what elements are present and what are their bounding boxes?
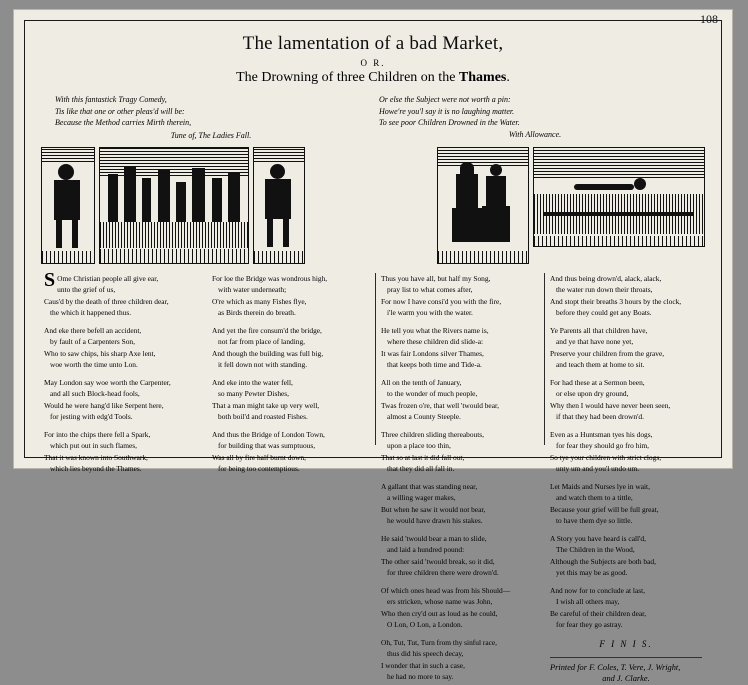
broadside-sheet	[14, 10, 732, 684]
verse-line: Thus you have all, but half my Song,	[381, 274, 491, 283]
verse-line: the which it happened thus.	[50, 307, 132, 317]
verse-line: Be careful of their children dear,	[550, 608, 647, 618]
verse-line: That so at last it did fall out,	[381, 452, 465, 462]
verse-line: woe worth the time unto Lon.	[50, 359, 138, 369]
burden-left-line: With this fantastick Tragy Comedy,	[55, 95, 167, 104]
verse-line: For now I have consi'd you with the fire,	[381, 296, 502, 306]
verse-line: for fear they should go fro him,	[556, 441, 649, 451]
verse-line: Oh, Tut, Tut, Turn from thy sinful race,	[381, 638, 498, 647]
verse-line: But when he saw it would not bear,	[381, 504, 486, 514]
woodcut-gentleman-right-icon	[253, 147, 305, 264]
verse-line: yet this may be as good.	[556, 567, 628, 577]
verse-line: Caus'd by the death of three children dear,	[44, 296, 169, 306]
verse-line: unty um and you'l undo um.	[556, 463, 640, 473]
finis-mark: F I N I S.	[599, 639, 653, 649]
verse-line: He tell you what the Rivers name is,	[381, 326, 489, 335]
verse-line: A gallant that was standing near,	[381, 482, 478, 491]
verse-line: A Story you have heard is call'd,	[550, 534, 646, 543]
verse-line: And eke into the water fell,	[212, 378, 293, 387]
verse-line: it fell down not with standing.	[218, 359, 308, 369]
verse-line: Three children sliding thereabouts,	[381, 430, 485, 439]
verse-line: both boil'd and roasted Fishes.	[218, 411, 308, 421]
head-burden	[49, 94, 697, 141]
stanza	[550, 533, 702, 578]
verse-line: ers stricken, whose name was John,	[387, 597, 493, 607]
verse-line: for three children there were drown'd.	[387, 567, 499, 577]
verse-column-4	[544, 273, 707, 684]
page-title: The lamentation of a bad Market,	[242, 33, 504, 54]
verse-line: that keeps both time and Tide-a.	[387, 359, 482, 369]
stanza	[212, 377, 364, 422]
stanza	[550, 325, 702, 370]
stanza	[381, 533, 533, 578]
verse-line: and laid a hundred pound:	[387, 545, 465, 555]
imprint-line: and J. Clarke.	[602, 674, 650, 684]
stanza	[44, 429, 196, 474]
woodcut-gentleman-left-icon	[41, 147, 95, 264]
verse-line: And eke there befell an accident,	[44, 326, 142, 335]
verse-line: And stopt their breaths 3 hours by the clock,	[550, 296, 682, 306]
woodcut-city-bridge-icon	[99, 147, 249, 264]
verse-line: All on the tenth of January,	[381, 378, 462, 387]
verse-line: to the wonder of much people,	[387, 389, 478, 399]
verse-line: that they did all fall in.	[387, 463, 455, 473]
verse-line: by fault of a Carpenters Son,	[50, 337, 135, 347]
tune-line: Tune of, The Ladies Fall.	[170, 130, 252, 140]
verse-line: May London say woe worth the Carpenter,	[44, 378, 171, 387]
stanza	[212, 325, 364, 370]
drop-capital: S	[44, 269, 56, 291]
verse-line: Although the Subjects are both bad,	[550, 556, 656, 566]
verse-line: and watch them to a tittle,	[556, 493, 633, 503]
imprint-rule	[550, 657, 702, 658]
verse-line: where these children did slide-a:	[387, 337, 484, 347]
burden-left-line: Tis like that one or other pleas'd will be:	[55, 106, 185, 116]
verse-line: Because your grief will be full great,	[550, 504, 659, 514]
subtitle-period: .	[506, 70, 510, 85]
verse-line: And yet the fire consum'd the bridge,	[212, 326, 322, 335]
woodcut-drowning-scene-icon	[533, 147, 705, 247]
verse-line: I wish all others may,	[556, 597, 620, 607]
verse-line: He said 'twould bear a man to slide,	[381, 534, 487, 543]
burden-left-line: Because the Method carries Mirth therein,	[55, 118, 192, 128]
verse-line: Ye Parents all that children have,	[550, 326, 648, 335]
verse-line: I wonder that in such a case,	[381, 660, 465, 670]
verse-line: Who to saw chips, his sharp Axe lent,	[44, 348, 156, 358]
verse-line: the water run down their throats,	[556, 285, 653, 295]
burden-left	[49, 94, 373, 141]
verse-line: And thus being drown'd, alack, alack,	[550, 274, 662, 283]
stanza	[550, 377, 702, 422]
stanza	[381, 585, 533, 630]
allowance-line: With Allowance.	[508, 129, 562, 139]
verse-line: For into the chips there fell a Spark,	[44, 430, 151, 439]
verse-line: and all such Block-head fools,	[50, 389, 140, 399]
stanza	[381, 429, 533, 474]
burden-right-line: Howe're you'l say it is no laughing matter.	[379, 106, 515, 116]
stanza	[550, 481, 702, 526]
verse-line: to have them dye so little.	[556, 515, 633, 525]
subtitle-emphasis: Thames	[458, 70, 507, 85]
verse-line: pray list to what comes after,	[387, 285, 473, 295]
page-content	[31, 27, 715, 684]
verse-line: he would have drawn his stakes.	[387, 515, 483, 525]
woodcut-couple-icon	[437, 147, 529, 264]
subtitle-text: The Drowning of three Children on the	[236, 70, 459, 85]
stanza	[381, 273, 533, 318]
verse-line: if that they had been drown'd.	[556, 411, 644, 421]
verse-line: Who then cry'd out as loud as he could,	[381, 608, 498, 618]
imprint	[550, 662, 702, 685]
stanza	[381, 377, 533, 422]
verse-line: For had these at a Sermon been,	[550, 378, 645, 387]
stanza	[44, 269, 196, 318]
verse-line: for building that was sumptuous,	[218, 441, 316, 451]
burden-right-line: Or else the Subject were not worth a pin:	[379, 95, 511, 104]
verse-line: a willing wager makes,	[387, 493, 456, 503]
verse-line: thus did his speech decay,	[387, 649, 464, 659]
verse-line: upon a place too thin,	[387, 441, 451, 451]
stanza	[212, 429, 364, 474]
verse-line: Was all by fire half burnt down,	[212, 452, 307, 462]
verse-line: So tye your children with strict clogs,	[550, 452, 662, 462]
verse-line: he had no more to say.	[387, 671, 454, 681]
verse-line: which put out in such flames,	[50, 441, 138, 451]
verse-line: Of which ones head was from his Should—	[381, 586, 511, 595]
verse-line: which lies beyond the Thames.	[50, 463, 142, 473]
verse-line: And thus the Bridge of London Town,	[212, 430, 325, 439]
verse-line: as Birds therein do breath.	[218, 307, 296, 317]
verse-line: for jesting with edg'd Tools.	[50, 411, 133, 421]
verse-line: for fear they go astray.	[556, 619, 623, 629]
stanza	[381, 637, 533, 682]
verse-line: Twas frozen o're, that well 'twould bear,	[381, 400, 500, 410]
verse-line: for being too contemptious.	[218, 463, 300, 473]
stanza	[381, 481, 533, 526]
verse-column-2	[207, 273, 369, 473]
verse-line: not far from place of landing,	[218, 337, 306, 347]
verse-line: It was fair Londons silver Thames,	[381, 348, 484, 358]
page-subtitle	[31, 70, 715, 86]
stanza	[550, 429, 702, 474]
stanza	[212, 273, 364, 318]
verse-line: That a man might take up very well,	[212, 400, 320, 410]
verse-line: and ye that have none yet,	[556, 337, 634, 347]
verse-line: with water underneath;	[218, 285, 287, 295]
verse-line: And though the building was full big,	[212, 348, 324, 358]
verse-line: or else upon dry ground,	[556, 389, 629, 399]
verse-line: almost a County Steeple.	[387, 411, 461, 421]
verse-line: The Children in the Wood,	[556, 545, 635, 555]
verse-line: For loe the Bridge was wondrous high,	[212, 274, 328, 283]
verse-line: Why then I would have never been seen,	[550, 400, 671, 410]
burden-right	[373, 94, 697, 141]
folio-number: 108	[700, 12, 718, 26]
stanza	[44, 325, 196, 370]
verse-line: O're which as many Fishes flye,	[212, 296, 307, 306]
verse-line: before they could get any Boats.	[556, 307, 652, 317]
stanza	[44, 377, 196, 422]
verse-line: The other said 'twould break, so it did,	[381, 556, 495, 566]
verse-line: i'le warm you with the water.	[387, 307, 473, 317]
stanza	[381, 325, 533, 370]
woodcut-band	[41, 147, 705, 265]
imprint-line: Printed for F. Coles, T. Vere, J. Wright,	[550, 662, 681, 672]
or-divider: O R.	[360, 58, 386, 68]
verse-line: And now for to conclude at last,	[550, 586, 646, 595]
verse-line: Would he were hang'd like Serpent here,	[44, 400, 164, 410]
verse-line: so many Pewter Dishes,	[218, 389, 290, 399]
burden-right-line: To see poor Children Drowned in the Water.	[379, 118, 520, 128]
verse-line: Ome Christian people all give ear,	[57, 274, 159, 283]
verse-columns	[39, 269, 707, 684]
verse-line: unto the grief of us,	[57, 285, 116, 295]
verse-line: O Lon, O Lon, a London.	[387, 619, 463, 629]
verse-column-3	[375, 273, 538, 681]
page-border	[24, 20, 722, 684]
verse-line: and teach them at home to sit.	[556, 359, 645, 369]
stanza	[550, 273, 702, 318]
stanza	[550, 585, 702, 630]
verse-column-1	[39, 269, 201, 473]
verse-line: Let Maids and Nurses lye in wait,	[550, 482, 650, 491]
verse-line: That it was known into Southwark,	[44, 452, 148, 462]
verse-line: Preserve your children from the grave,	[550, 348, 665, 358]
verse-line: Even as a Huntsman tyes his dogs,	[550, 430, 653, 439]
